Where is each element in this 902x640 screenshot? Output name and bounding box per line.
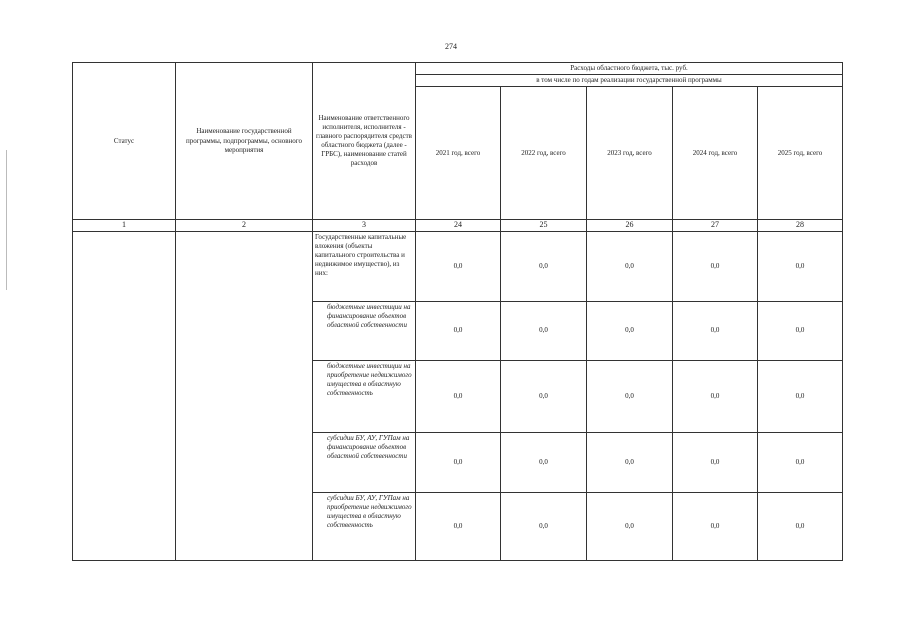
value-cell: 0,0 — [587, 492, 673, 560]
column-number: 24 — [416, 220, 501, 231]
row-label: бюджетные инвестиции на финансирование объектов областной собственности — [313, 301, 416, 360]
value-cell: 0,0 — [416, 231, 501, 301]
value-cell: 0,0 — [416, 360, 501, 432]
row-label: субсидии БУ, АУ, ГУПам на финансирование объектов областной собственности — [313, 432, 416, 492]
table-row — [73, 231, 843, 301]
value-cell: 0,0 — [758, 492, 843, 560]
value-cell: 0,0 — [758, 432, 843, 492]
value-cell: 0,0 — [501, 492, 587, 560]
value-cell: 0,0 — [501, 231, 587, 301]
value-cell: 0,0 — [416, 432, 501, 492]
scan-edge-mark — [6, 150, 7, 290]
column-number: 28 — [758, 220, 843, 231]
column-number: 25 — [501, 220, 587, 231]
value-cell: 0,0 — [673, 432, 758, 492]
value-cell: 0,0 — [416, 301, 501, 360]
value-cell: 0,0 — [587, 301, 673, 360]
row-label: бюджетные инвестиции на приобретение недвижимого имущества в областную собственность — [313, 360, 416, 432]
value-cell: 0,0 — [673, 492, 758, 560]
header-executor: Наименование ответственного исполнителя, исполнителя - главного распорядителя средств областного бюджета (далее - ГРБС), наименование статей расходов — [313, 63, 416, 220]
header-year-2025: 2025 год, всего — [758, 87, 843, 220]
value-cell: 0,0 — [673, 360, 758, 432]
column-number: 3 — [313, 220, 416, 231]
column-number: 27 — [673, 220, 758, 231]
column-number: 2 — [176, 220, 313, 231]
value-cell: 0,0 — [673, 231, 758, 301]
value-cell: 0,0 — [673, 301, 758, 360]
row-label: Государственные капитальные вложения (объекты капитального строительства и недвижимое имущество), из них: — [313, 231, 416, 301]
column-number: 1 — [73, 220, 176, 231]
program-name-cell — [176, 231, 313, 560]
value-cell: 0,0 — [758, 231, 843, 301]
value-cell: 0,0 — [501, 432, 587, 492]
header-by-years: в том числе по годам реализации государственной программы — [416, 75, 843, 87]
header-year-2021: 2021 год, всего — [416, 87, 501, 220]
value-cell: 0,0 — [758, 360, 843, 432]
header-budget-title: Расходы областного бюджета, тыс. руб. — [416, 63, 843, 75]
page-number: 274 — [445, 42, 457, 51]
status-cell — [73, 231, 176, 560]
column-number: 26 — [587, 220, 673, 231]
header-program-name: Наименование государственной программы, подпрограммы, основного мероприятия — [176, 63, 313, 220]
value-cell: 0,0 — [587, 231, 673, 301]
budget-table — [72, 62, 843, 561]
row-label: субсидии БУ, АУ, ГУПам на приобретение недвижимого имущества в областную собственность — [313, 492, 416, 560]
value-cell: 0,0 — [501, 360, 587, 432]
header-status: Статус — [73, 63, 176, 220]
value-cell: 0,0 — [587, 360, 673, 432]
header-year-2024: 2024 год, всего — [673, 87, 758, 220]
value-cell: 0,0 — [587, 432, 673, 492]
value-cell: 0,0 — [758, 301, 843, 360]
header-year-2023: 2023 год, всего — [587, 87, 673, 220]
value-cell: 0,0 — [416, 492, 501, 560]
header-year-2022: 2022 год, всего — [501, 87, 587, 220]
value-cell: 0,0 — [501, 301, 587, 360]
